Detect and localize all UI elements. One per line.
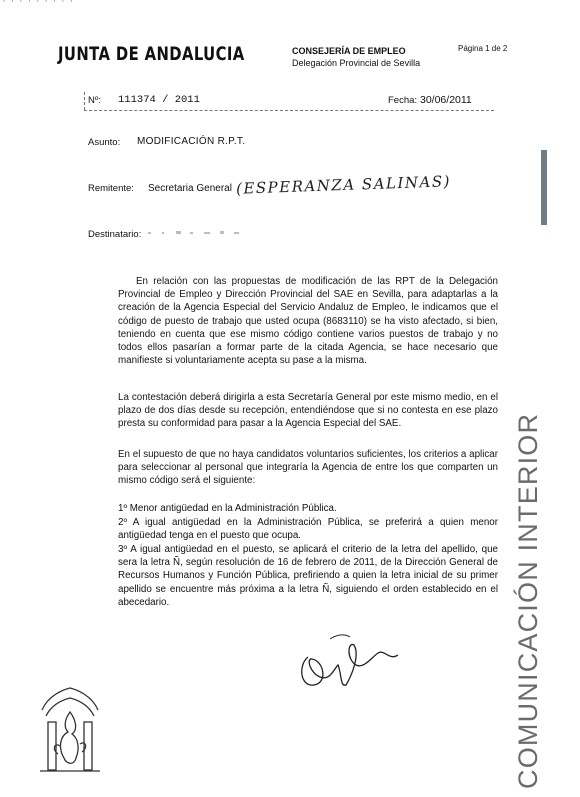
page-indicator: Página 1 de 2 [458, 44, 508, 53]
paragraph-criterios: En el supuesto de que no haya candidatos voluntarios suficientes, los criterios a aplicar para seleccionar al personal que integraría la Agencia de entre los que comparten un mismo código será el siguiente: [118, 449, 498, 487]
sender-label: Remitente: [88, 183, 134, 194]
delegacion-label: Delegación Provincial de Sevilla [292, 58, 421, 68]
sender-handwritten-name: (ESPERANZA SALINAS) [235, 172, 452, 198]
paragraph-contestacion: La contestación deberá dirigirla a esta Secretaría General por este mismo medio, en el plazo de dos días desde su recepción, entendiéndose que si no contesta en ese plazo presta su conformidad para pasar a la Agencia Especial del SAE. [118, 392, 498, 430]
paragraph-relation: En relación con las propuestas de modificación de las RPT de la Delegación Provincial de Empleo y Dirección Provincial del SAE en Sevilla, para adaptarlas a la creación de la Agencia Especial del Servicio Andaluz de Empleo, le indicamos que el código de puesto de trabajo que usted ocupa (8683110) se ha visto afectado, si bien, teniendo en cuenta que ese mismo código contiene varios puestos de trabajo y no todos ellos pasarían a formar parte de la citada Agencia, se hace necesario que manifieste si voluntariamente acepta su pase a la misma. [118, 276, 498, 367]
brand-title: JUNTA DE ANDALUCIA [58, 43, 245, 65]
date-label: Fecha: [388, 95, 418, 106]
document-type-vertical-label: COMUNICACIÓN INTERIOR [513, 412, 543, 789]
signature-graphic [290, 625, 405, 705]
criterion-2: 2º A igual antigüedad en la Administración Pública, se preferirá a quien menor antigüedad tenga en el puesto que ocupa. [118, 517, 498, 542]
redacted-recipient [148, 230, 243, 236]
fax-header-strip [0, 0, 580, 8]
number-label: Nº: [88, 95, 101, 106]
consejeria-label: CONSEJERÍA DE EMPLEO [292, 46, 406, 56]
divider-vertical [84, 92, 85, 110]
divider-line [84, 110, 494, 111]
side-accent-bar [541, 150, 547, 225]
subject-value: MODIFICACIÓN R.P.T. [137, 136, 246, 147]
andalucia-crest-icon [30, 676, 110, 776]
criterion-1: 1º Menor antigüedad en la Administración Pública. [118, 503, 337, 514]
criterion-3: 3º A igual antigüedad en el puesto, se aplicará el criterio de la letra del apellido, que sera la letra Ñ, según resolución de 16 de febrero de 2011, de la Dirección General de Recursos Humanos y Función Pública, prefiriendo a quien la letra inicial de su primer apellido se encuentre más próxima a la letra Ñ, siguiendo el orden establecido en el abecedario. [118, 544, 498, 608]
recipient-label: Destinatario: [88, 229, 142, 240]
sender-value: Secretaria General [148, 183, 232, 194]
fax-header-left: · · · · · · · · · [2, 0, 74, 6]
subject-label: Asunto: [88, 137, 121, 148]
number-value: 111374 / 2011 [118, 94, 200, 106]
date-value: 30/06/2011 [420, 94, 472, 106]
